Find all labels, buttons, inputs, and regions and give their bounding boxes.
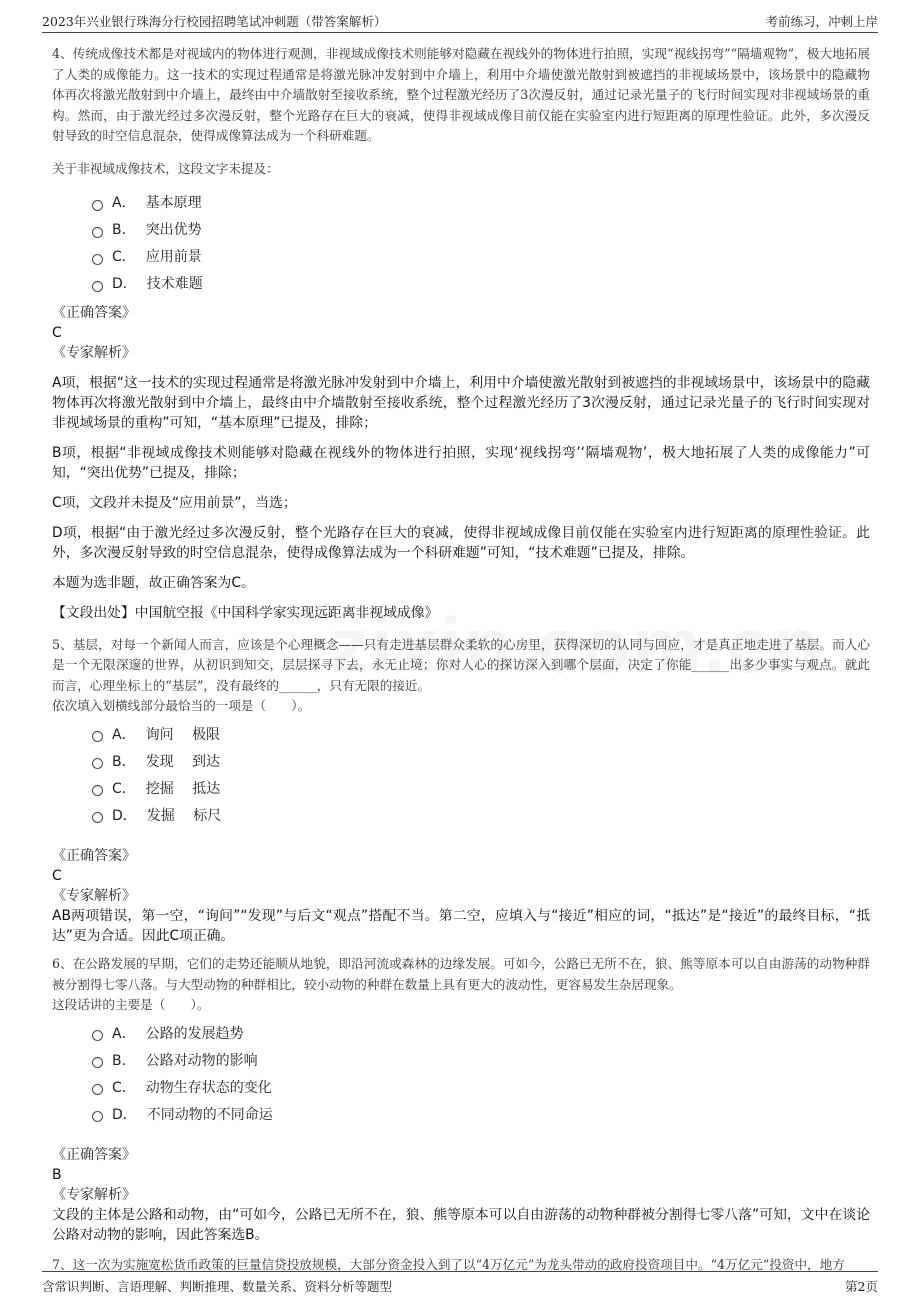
analysis-paragraph: C项，文段并未提及“应用前景”，当选； <box>52 494 297 511</box>
option-a[interactable] <box>92 1019 870 1046</box>
analysis-label: 《专家解析》 <box>52 1187 136 1203</box>
option-letter: B． <box>112 1052 136 1069</box>
correct-answer: C <box>52 324 62 341</box>
option-letter: B． <box>112 753 136 770</box>
page-footer <box>42 1271 878 1296</box>
radio-icon[interactable] <box>92 254 103 265</box>
analysis-paragraph: AB两项错误，第一空，“询问”“发现”与后文“观点”搭配不当。第二空，应填入与“接近”相应的词，“抵达”是“接近”的最终目标，“抵达”更为合适。因此C项正确。 <box>52 908 870 944</box>
question-prompt: 这段话讲的主要是（ ）。 <box>52 997 210 1012</box>
option-letter: A． <box>112 195 136 211</box>
header-slogan: 考前练习，冲刺上岸 <box>765 14 878 29</box>
option-a[interactable] <box>92 189 870 216</box>
option-letter: C． <box>112 1079 136 1096</box>
option-letter: D． <box>112 807 137 824</box>
question-5 <box>52 635 870 947</box>
source-note: 【文段出处】中国航空报《中国科学家实现远距离非视域成像》 <box>52 604 439 621</box>
option-list <box>92 189 870 297</box>
analysis-label: 《专家解析》 <box>52 344 136 361</box>
question-prompt: 依次填入划横线部分最恰当的一项是（ ）。 <box>52 698 311 713</box>
analysis-paragraph: B项，根据“非视域成像技术则能够对隐藏在视线外的物体进行拍照，实现‘视线拐弯’‘隔墙观物’，极大地拓展了人类的成像能力”可知，“突出优势”已提及，排除； <box>52 444 870 481</box>
option-b[interactable] <box>92 1046 870 1073</box>
option-letter: D． <box>112 1106 137 1123</box>
question-text: 5、基层，对每一个新闻人而言，应该是个心理概念——只有走进基层群众柔软的心房里，获得深切的认同与回应，才是真正地走进了基层。而人心是一个无限深邃的世界，从初识到知交，层层探寻下去，永无止境；你对人心的探访深入到哪个层面，决定了你能______出多少事实与观点。就此而言，心理坐标上的“基层”，没有最终的______，只有无限的接近。 <box>52 636 870 693</box>
header-title: 2023年兴业银行珠海分行校园招聘笔试冲刺题（带答案解析） <box>42 14 387 29</box>
page-header <box>42 10 878 33</box>
question-text: 6、在公路发展的早期，它们的走势还能顺从地貌，即沿河流或森林的边缘发展。可如今，公路已无所不在，狼、熊等原本可以自由游荡的动物种群被分割得七零八落。与大型动物的种群相比，较小动物的种群在数量上具有更大的波动性，更容易发生杂居现象。 <box>52 956 870 992</box>
option-text: 基本原理 <box>145 195 202 211</box>
option-d[interactable] <box>92 801 870 828</box>
radio-icon[interactable] <box>92 1084 103 1095</box>
radio-icon[interactable] <box>92 1030 103 1041</box>
option-b[interactable] <box>92 216 870 243</box>
analysis-paragraph: A项，根据“这一技术的实现过程通常是将激光脉冲发射到中介墙上，利用中介墙使激光散射到被遮挡的非视域场景中，该场景中的隐藏物体再次将激光散射到中介墙上，最终由中介墙散射至接收系统，整个过程激光经历了3次漫反射，通过记录光量子的飞行时间实现对非视域场景的重构”可知，“基本原理”已提及，排除； <box>52 374 870 431</box>
radio-icon[interactable] <box>92 1057 103 1068</box>
option-text: 发现 到达 <box>145 753 221 770</box>
option-d[interactable] <box>92 270 870 297</box>
option-c[interactable] <box>92 243 870 270</box>
analysis-label: 《专家解析》 <box>52 888 136 904</box>
analysis-paragraph: 文段的主体是公路和动物，由“可如今，公路已无所不在，狼、熊等原本可以自由游荡的动物种群被分割得七零八落”可知，文中在谈论公路对动物的影响，因此答案选B。 <box>52 1207 870 1243</box>
option-text: 应用前景 <box>145 249 202 265</box>
radio-icon[interactable] <box>92 785 103 796</box>
correct-answer: C <box>52 868 62 884</box>
option-list <box>92 1019 870 1127</box>
option-text: 不同动物的不同命运 <box>146 1106 273 1123</box>
option-b[interactable] <box>92 747 870 774</box>
question-text: 4、传统成像技术都是对视域内的物体进行观测，非视域成像技术则能够对隐藏在视线外的物体进行拍照，实现“视线拐弯”“隔墙观物”，极大地拓展了人类的成像能力。这一技术的实现过程通常是将激光脉冲发射到中介墙上，利用中介墙使激光散射到被遮挡的非视域场景中，该场景中的隐藏物体再次将激光散射到中介墙上，最终由中介墙散射至接收系统，整个过程激光经历了3次漫反射，通过记录光量子的飞行时间实现对非视域场景的重构。然而，由于激光经过多次漫反射，整个光路存在巨大的衰减，使得非视域成像目前仅能在实验室内进行短距离的原理性验证。此外，多次漫反射导致的时空信息混杂，使得成像算法成为一个科研难题。 <box>52 46 870 143</box>
radio-icon[interactable] <box>92 1111 103 1122</box>
answer-label: 《正确答案》 <box>52 1147 136 1163</box>
option-letter: C． <box>112 780 136 797</box>
option-text: 技术难题 <box>146 276 203 292</box>
option-text: 发掘 标尺 <box>146 807 222 824</box>
option-text: 公路的发展趋势 <box>145 1025 244 1042</box>
option-letter: B． <box>112 222 136 238</box>
question-prompt: 关于非视域成像技术，这段文字未提及： <box>52 160 279 176</box>
radio-icon[interactable] <box>92 200 103 211</box>
option-letter: C． <box>112 249 136 265</box>
radio-icon[interactable] <box>92 758 103 769</box>
page-number: 第2页 <box>845 1279 878 1294</box>
answer-label: 《正确答案》 <box>52 304 136 321</box>
option-a[interactable] <box>92 720 870 747</box>
question-4 <box>52 44 870 623</box>
radio-icon[interactable] <box>92 281 103 292</box>
radio-icon[interactable] <box>92 731 103 742</box>
option-letter: A． <box>112 726 136 743</box>
option-letter: A． <box>112 1025 136 1042</box>
option-letter: D． <box>112 276 137 292</box>
analysis-paragraph: D项，根据“由于激光经过多次漫反射，整个光路存在巨大的衰减，使得非视域成像目前仅能在实验室内进行短距离的原理性验证。此外，多次漫反射导致的时空信息混杂，使得成像算法成为一个科研难题”可知，“技术难题”已提及，排除。 <box>52 524 870 561</box>
option-text: 公路对动物的影响 <box>145 1052 258 1069</box>
option-c[interactable] <box>92 774 870 801</box>
question-text: 7、这一次为实施宽松货币政策的巨量信贷投放规模，大部分资金投入到了以“4万亿元”为龙头带动的政府投资项目中。“4万亿元”投资中，地方 <box>52 1257 845 1272</box>
footer-note: 含常识判断、言语理解、判断推理、数量关系、资料分析等题型 <box>42 1279 393 1294</box>
radio-icon[interactable] <box>92 227 103 238</box>
option-text: 挖掘 抵达 <box>145 780 221 797</box>
option-text: 突出优势 <box>145 222 202 238</box>
option-text: 询问 极限 <box>145 726 221 743</box>
correct-answer: B <box>52 1167 62 1183</box>
radio-icon[interactable] <box>92 812 103 823</box>
option-d[interactable] <box>92 1100 870 1127</box>
answer-label: 《正确答案》 <box>52 848 136 864</box>
question-6 <box>52 954 870 1245</box>
option-text: 动物生存状态的变化 <box>145 1079 272 1096</box>
analysis-conclusion: 本题为选非题，故正确答案为C。 <box>52 574 255 591</box>
option-c[interactable] <box>92 1073 870 1100</box>
option-list <box>92 720 870 828</box>
